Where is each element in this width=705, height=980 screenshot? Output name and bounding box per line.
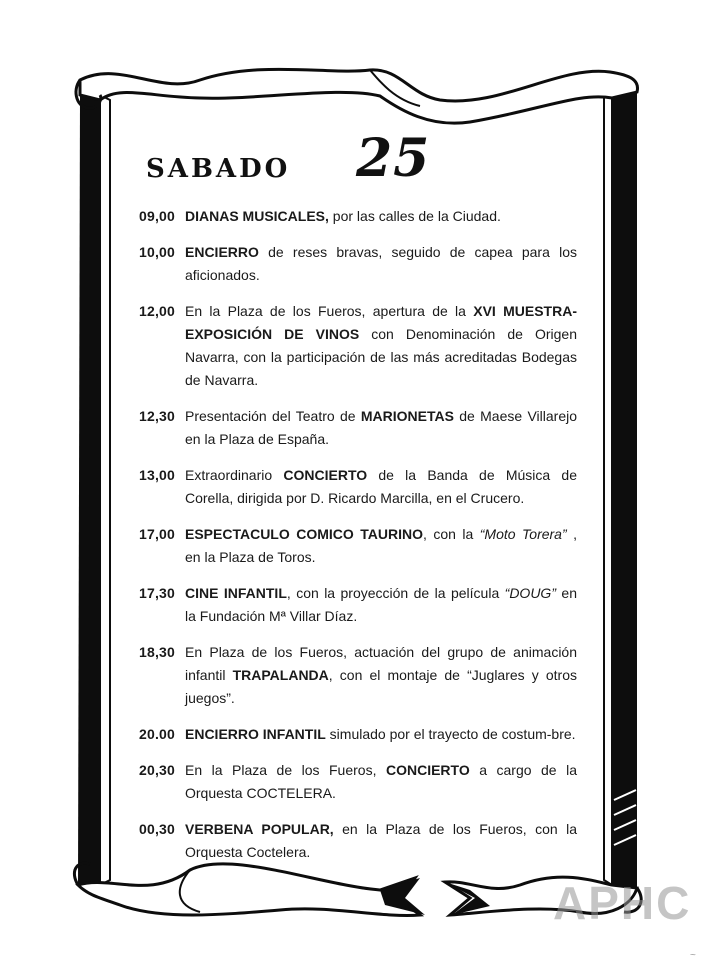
left-pillar [78, 95, 100, 885]
entry-text: En la Plaza de los Fueros, [185, 762, 386, 778]
schedule-entry [139, 723, 577, 746]
schedule-entry [139, 300, 577, 392]
entry-highlight: CONCIERTO [385, 762, 470, 778]
entry-text: , en la Plaza de Toros. [185, 526, 578, 565]
entry-highlight: ESPECTACULO COMICO TAURINO [185, 526, 423, 542]
entry-text: a cargo de la Orquesta COCTELERA. [185, 762, 577, 801]
entry-text: simulado por el trayecto de costum-bre. [325, 726, 576, 742]
entry-highlight: ENCIERRO INFANTIL [185, 726, 326, 742]
entry-time: 00,30 [139, 821, 176, 837]
right-pillar-highlight [604, 92, 612, 885]
watermark-logo: APHC [553, 877, 692, 929]
entry-highlight: CINE INFANTIL [185, 585, 287, 601]
entry-text: , con el montaje de “Juglares y otros juegos”. [185, 667, 578, 706]
entry-description [185, 641, 577, 710]
entry-time: 20,30 [139, 762, 176, 778]
schedule-entry [139, 523, 577, 569]
entry-description [185, 205, 577, 228]
entry-text: con Denominación de Origen Navarra, con la participación de las más acreditadas Bodegas de Navarra. [185, 326, 577, 388]
day-number: 25 [356, 128, 431, 189]
left-pillar-highlight [100, 95, 110, 885]
entry-time: 18,30 [139, 644, 176, 660]
entry-highlight: TRAPALANDA [232, 667, 329, 683]
entry-text: En la Plaza de los Fueros, apertura de la [185, 303, 474, 319]
entry-time: 12,30 [139, 408, 176, 424]
entry-description [185, 300, 577, 392]
entry-highlight: XVI MUESTRA-EXPOSICIÓN DE VINOS [185, 303, 577, 342]
entry-text: Extraordinario [185, 467, 284, 483]
entry-highlight: VERBENA POPULAR, [185, 821, 334, 837]
schedule-entry [139, 205, 577, 228]
entry-time: 09,00 [139, 208, 176, 224]
entry-text: Presentación del Teatro de [185, 408, 361, 424]
day-heading [146, 128, 566, 192]
entry-title-italic: “DOUG” [504, 585, 556, 601]
schedule-entry [139, 818, 577, 864]
entry-description [185, 582, 577, 628]
entry-text: , con la [422, 526, 480, 542]
schedule-entry [139, 759, 577, 805]
entry-description [185, 405, 577, 451]
schedule-entry [139, 641, 577, 710]
entry-text: por las calles de la Ciudad. [328, 208, 501, 224]
event-schedule [139, 205, 577, 877]
schedule-entry [139, 582, 577, 628]
entry-highlight: ENCIERRO [185, 244, 259, 260]
entry-text: de reses bravas, seguido de capea para los aficionados. [185, 244, 577, 283]
entry-highlight: MARIONETAS [360, 408, 454, 424]
entry-description [185, 759, 577, 805]
entry-time: 13,00 [139, 467, 176, 483]
entry-highlight: DIANAS MUSICALES, [185, 208, 329, 224]
entry-description [185, 464, 577, 510]
entry-text: , con la proyección de la película [286, 585, 505, 601]
entry-highlight: CONCIERTO [283, 467, 368, 483]
entry-description [185, 818, 577, 864]
schedule-entry [139, 241, 577, 287]
entry-time: 12,00 [139, 303, 176, 319]
entry-time: 17,30 [139, 585, 176, 601]
top-ribbon [80, 69, 638, 123]
entry-text: En Plaza de los Fueros, actuación del grupo de animación infantil [185, 644, 577, 683]
entry-title-italic: “Moto Torera” [479, 526, 567, 542]
right-pillar [612, 88, 637, 888]
entry-description [185, 723, 577, 746]
schedule-entry [139, 405, 577, 451]
entry-text: en la Plaza de los Fueros, con la Orquesta Coctelera. [185, 821, 577, 860]
entry-text: de Maese Villarejo en la Plaza de España. [185, 408, 577, 447]
entry-description [185, 523, 577, 569]
corner-mark: ~ [690, 950, 696, 961]
entry-text: en la Fundación Mª Villar Díaz. [185, 585, 577, 624]
entry-description [185, 241, 577, 287]
entry-time: 10,00 [139, 244, 176, 260]
entry-time: 17,00 [139, 526, 176, 542]
schedule-entry [139, 464, 577, 510]
entry-time: 20.00 [139, 726, 176, 742]
day-name: SABADO [146, 154, 291, 184]
entry-text: de la Banda de Música de Corella, dirigida por D. Ricardo Marcilla, en el Crucero. [185, 467, 577, 506]
